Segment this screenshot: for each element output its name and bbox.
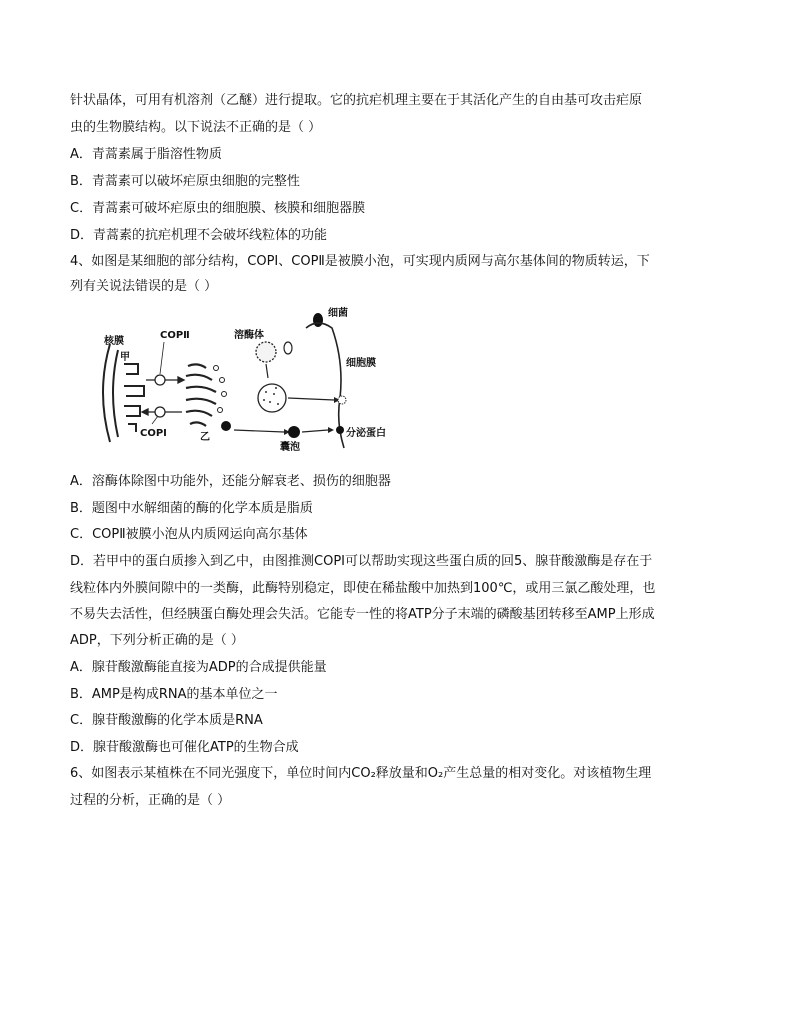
secretory-vesicle (288, 426, 300, 438)
q4-option-d: D．若甲中的蛋白质掺入到乙中，由图推测COPⅠ可以帮助实现这些蛋白质的回5、腺苷酸激酶是存在于 (70, 554, 653, 569)
lysosome-arrow (266, 364, 268, 378)
copi-vesicle (155, 407, 165, 417)
golgi-secretory-vesicle (221, 421, 231, 431)
copii-pointer (160, 342, 164, 374)
q3-option-a: A．青蒿素属于脂溶性物质 (70, 147, 222, 162)
secondary-lysosome (258, 384, 286, 412)
label-secretory-protein: 分泌蛋白 (346, 428, 386, 439)
label-jia: 甲 (120, 352, 130, 363)
q5-option-c: C．腺苷酸激酶的化学本质是RNA (70, 713, 263, 728)
label-nuclear-membrane: 核膜 (104, 336, 124, 347)
q4-option-b: B．题图中水解细菌的酶的化学本质是脂质 (70, 501, 313, 516)
q3-stem-line2: 虫的生物膜结构。以下说法不正确的是（ ） (70, 120, 322, 135)
exocytosis-arrow (288, 398, 334, 400)
q3-option-d: D．青蒿素的抗疟机理不会破坏线粒体的功能 (70, 228, 328, 243)
q3-option-c: C．青蒿素可破坏疟原虫的细胞膜、核膜和细胞器膜 (70, 201, 366, 216)
label-vesicle: 囊泡 (280, 442, 300, 452)
q5-stem-line1: 线粒体内外膜间隙中的一类酶，此酶特别稳定，即使在稀盐酸中加热到100℃，或用三氯乙酸处理，也 (70, 581, 656, 596)
q5-option-b: B．AMP是构成RNA的基本单位之一 (70, 687, 278, 702)
membrane-fusion-vesicle (338, 396, 346, 404)
golgi-apparatus (186, 364, 216, 426)
label-cell-membrane: 细胞膜 (346, 358, 376, 369)
label-copi: COPⅠ (140, 428, 167, 439)
phagosome (284, 342, 292, 354)
q5-stem-line2: 不易失去活性，但经胰蛋白酶处理会失活。它能专一性的将ATP分子末端的磷酸基团转移至AMP上形成 (70, 607, 655, 622)
q4-stem-line2: 列有关说法错误的是（ ） (70, 279, 218, 294)
vesicle-arrowhead-2 (328, 427, 334, 433)
cell-structure-diagram (88, 302, 408, 452)
label-lysosome: 溶酶体 (234, 330, 264, 341)
copii-vesicle (155, 375, 165, 385)
q6-stem-line2: 过程的分析，正确的是（ ） (70, 793, 231, 808)
q5-option-a: A．腺苷酸激酶能直接为ADP的合成提供能量 (70, 660, 327, 675)
q3-option-b: B．青蒿素可以破坏疟原虫细胞的完整性 (70, 174, 300, 189)
q4-option-c: C．COPⅡ被膜小泡从内质网运向高尔基体 (70, 527, 308, 542)
label-copii: COPⅡ (160, 330, 190, 341)
label-bacterium: 细菌 (328, 308, 348, 319)
q4-stem-line1: 4、如图是某细胞的部分结构，COPⅠ、COPⅡ是被膜小泡，可实现内质网与高尔基体间的物质转运，下 (70, 254, 650, 269)
copi-pointer (152, 416, 158, 424)
q4-option-a: A．溶酶体除图中功能外，还能分解衰老、损伤的细胞器 (70, 474, 391, 489)
q5-option-d: D．腺苷酸激酶也可催化ATP的生物合成 (70, 740, 299, 755)
lysosome (256, 342, 276, 362)
bacterium (313, 313, 323, 327)
q5-stem-line3: ADP，下列分析正确的是（ ） (70, 633, 244, 648)
q3-stem-line1: 针状晶体，可用有机溶剂（乙醚）进行提取。它的抗疟机理主要在于其活化产生的自由基可攻击疟原 (70, 93, 643, 108)
label-yi: 乙 (200, 432, 210, 443)
vesicle-arrow-1 (234, 430, 284, 432)
golgi-small-vesicles (214, 366, 227, 413)
vesicle-arrow-2 (302, 430, 328, 432)
q6-stem-line1: 6、如图表示某植株在不同光强度下，单位时间内CO₂释放量和O₂产生总量的相对变化。对该植物生理 (70, 766, 652, 781)
secreted-protein (336, 426, 344, 434)
